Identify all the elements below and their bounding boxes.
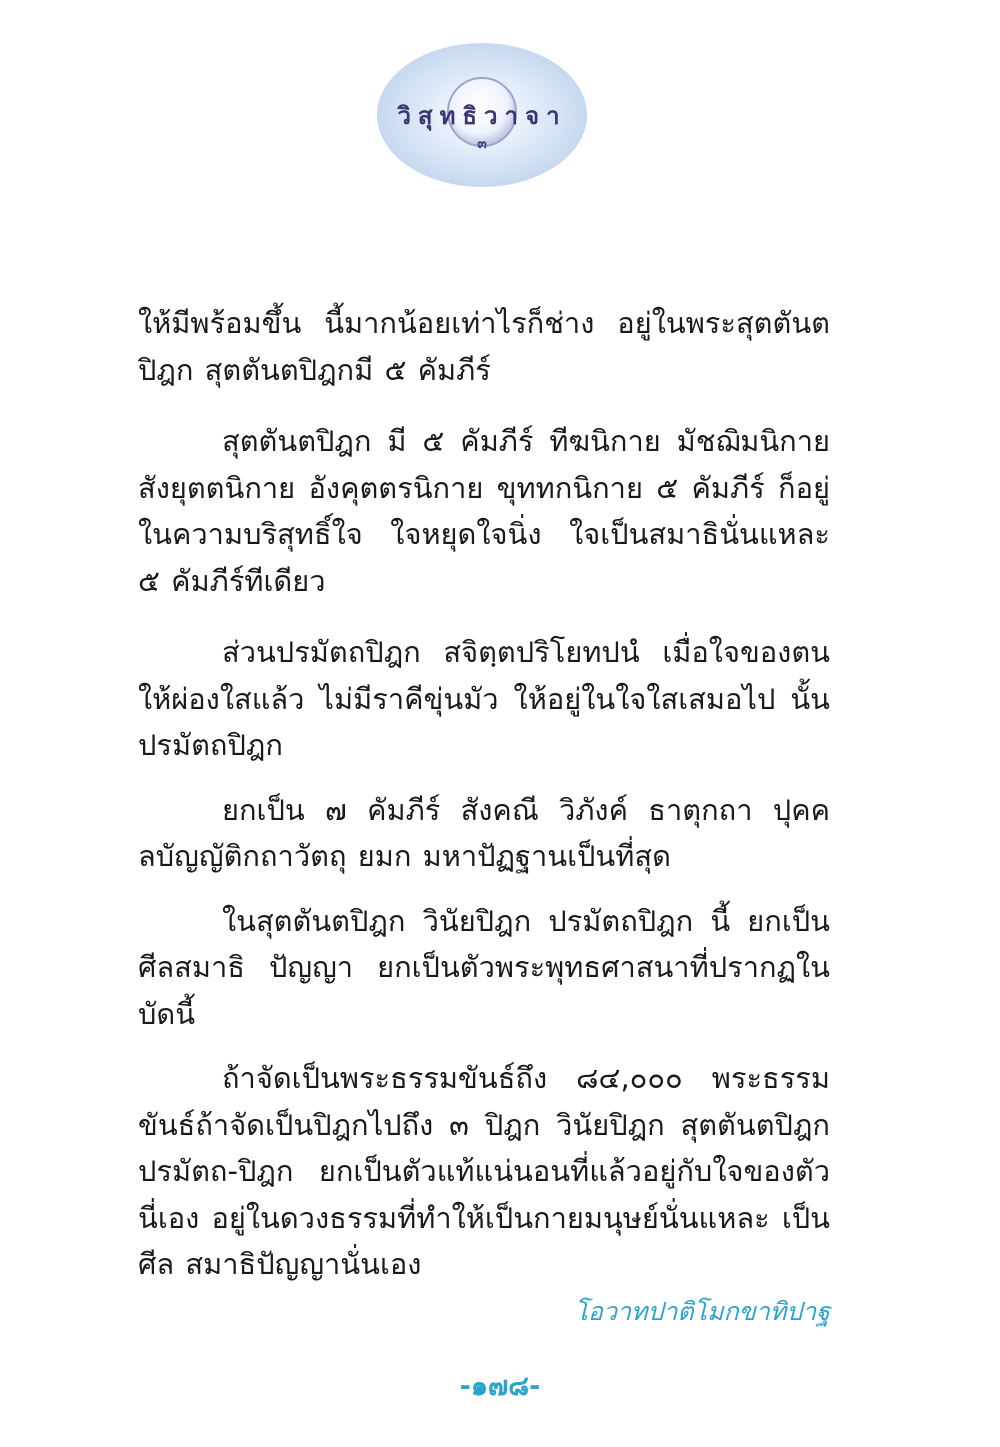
paragraph: ส่วนปรมัตถปิฎก สจิตฺตปริโยทปนํ เมื่อใจของตนให้ผ่องใสแล้ว ไม่มีราคีขุ่นมัว ให้อยู่ในใจใสเสมอไป นั้นปรมัตถปิฎก: [138, 635, 830, 762]
paragraph: ในสุตตันตปิฎก วินัยปิฎก ปรมัตถปิฎก นี้ ยกเป็นศีลสมาธิ ปัญญา ยกเป็นตัวพระพุทธศาสนาที่ปรากฏในบัดนี้: [138, 903, 830, 1031]
page-number: -๑๗๘-: [459, 1371, 541, 1402]
body-text: [138, 300, 830, 1288]
logo-graphic: [375, 40, 590, 190]
logo-text: วิสุทธิวาจา: [397, 101, 567, 130]
header-logo: [375, 40, 590, 190]
paragraph: สุตตันตปิฎก มี ๕ คัมภีร์ ทีฆนิกาย มัชฌิมนิกาย สังยุตตนิกาย อังคุตตรนิกาย ขุททกนิกาย ๕ คัมภีร์ ก็อยู่ในความบริสุทธิ์ใจ ใจหยุดใจนิ่ง ใจเป็นสมาธินั่นแหละ ๕ คัมภีร์ทีเดียว: [138, 424, 830, 598]
paragraph: ยกเป็น ๗ คัมภีร์ สังคณี วิภังค์ ธาตุกถา ปุคคลบัญญัติกถาวัตถุ ยมก มหาปัฏฐานเป็นที่สุด: [138, 792, 830, 873]
paragraph: ถ้าจัดเป็นพระธรรมขันธ์ถึง ๘๔,๐๐๐ พระธรรมขันธ์ถ้าจัดเป็นปิฎกไปถึง ๓ ปิฎก วินัยปิฎก สุตตันตปิฎก ปรมัตถ-ปิฎก ยกเป็นตัวแท้แน่นอนที่แล้วอยู่กับใจของตัวนี่เอง อยู่ในดวงธรรมที่ทำให้เป็นกายมนุษย์นั่นแหละ เป็นศีล สมาธิปัญญานั่นเอง: [138, 1061, 830, 1281]
paragraph: ให้มีพร้อมขึ้น นี้มากน้อยเท่าไรก็ช่าง อยู่ในพระสุตตันตปิฎก สุตตันตปิฎกมี ๕ คัมภีร์: [138, 306, 830, 387]
logo-number: ๓: [477, 136, 487, 152]
source-title: โอวาทปาติโมกขาทิปาฐ: [574, 1297, 830, 1326]
